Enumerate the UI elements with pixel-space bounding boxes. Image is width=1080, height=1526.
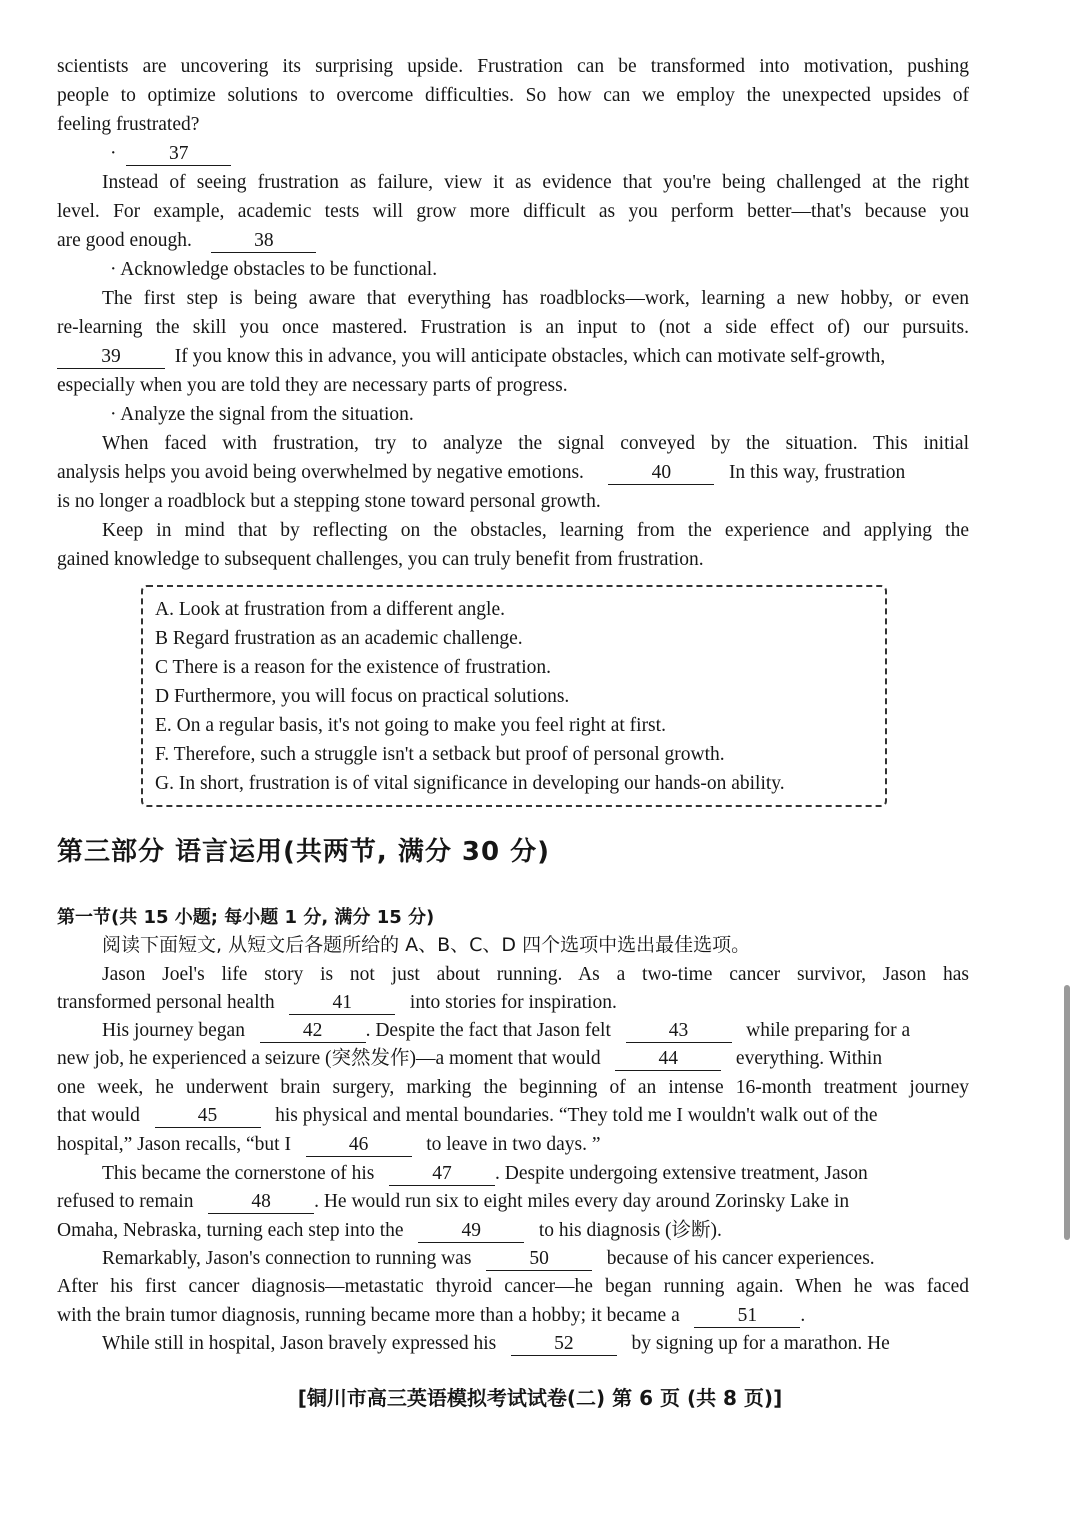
cloze-text: hospital,” Jason recalls, “but I	[57, 1134, 291, 1155]
option-e: E. On a regular basis, it's not going to make you feel right at first.	[155, 715, 666, 736]
blank-41: 41	[289, 992, 395, 1015]
section-heading: 第一节(共 15 小题; 每小题 1 分, 满分 15 分)	[57, 907, 435, 928]
option-d: D Furthermore, you will focus on practical solutions.	[155, 686, 570, 707]
cloze-text: everything. Within	[735, 1048, 883, 1069]
passage-line: The first step is being aware that everything has roadblocks—work, learning a new hobby, or even	[102, 288, 969, 309]
cloze-line: one week, he underwent brain surgery, marking the beginning of an intense 16-month treatment journey	[57, 1077, 969, 1098]
cloze-line	[102, 1244, 969, 1273]
passage-text: In this way, frustration	[728, 462, 906, 483]
part-heading: 第三部分 语言运用(共两节, 满分 30 分)	[57, 837, 551, 867]
cloze-text: because of his cancer experiences.	[606, 1248, 875, 1269]
cloze-text: . Despite undergoing extensive treatment, Jason	[495, 1163, 868, 1184]
cloze-line	[57, 1216, 969, 1245]
cloze-text: his physical and mental boundaries. “They told me I wouldn't walk out of the	[275, 1105, 878, 1126]
passage-line: level. For example, academic tests will grow more difficult as you perform better—that's because you	[57, 201, 969, 222]
passage-line: Instead of seeing frustration as failure, view it as evidence that you're being challenged at the right	[102, 172, 969, 193]
subheading: · Acknowledge obstacles to be functional.	[110, 259, 438, 280]
cloze-text: while preparing for a	[746, 1020, 911, 1041]
cloze-text: . He would run six to eight miles every day around Zorinsky Lake in	[314, 1191, 850, 1212]
blank-37-line: · 37	[110, 139, 1022, 168]
cloze-text: .	[800, 1305, 806, 1326]
blank-38: 38	[211, 230, 316, 253]
blank-48: 48	[208, 1191, 314, 1214]
passage-text: If you know this in advance, you will anticipate obstacles, which can motivate self-growth,	[174, 346, 886, 367]
passage-text: are good enough.	[57, 230, 192, 251]
cloze-line	[57, 1130, 969, 1159]
cloze-text: This became the cornerstone of his	[102, 1163, 375, 1184]
cloze-line	[57, 1301, 969, 1330]
passage-line: Keep in mind that by reflecting on the obstacles, learning from the experience and applying the	[102, 520, 969, 541]
blank-39-line	[57, 342, 969, 371]
cloze-text: While still in hospital, Jason bravely expressed his	[102, 1333, 497, 1354]
passage-line: people to optimize solutions to overcome difficulties. So how can we employ the unexpected upsides of	[57, 85, 969, 106]
blank-38-line	[57, 226, 969, 255]
passage-line: especially when you are told they are necessary parts of progress.	[57, 375, 568, 396]
blank-50: 50	[486, 1248, 592, 1271]
blank-42: 42	[260, 1020, 366, 1043]
passage-text: analysis helps you avoid being overwhelmed by negative emotions.	[57, 462, 584, 483]
cloze-text: to leave in two days. ”	[426, 1134, 601, 1155]
passage-line: feeling frustrated?	[57, 114, 200, 135]
cloze-text: Remarkably, Jason's connection to running was	[102, 1248, 472, 1269]
blank-52: 52	[511, 1333, 617, 1356]
cloze-text: with the brain tumor diagnosis, running became more than a hobby; it became a	[57, 1305, 680, 1326]
passage-line: When faced with frustration, try to analyze the signal conveyed by the situation. This initial	[102, 433, 969, 454]
passage-line: scientists are uncovering its surprising upside. Frustration can be transformed into motivation, pushing	[57, 56, 969, 77]
cloze-text: into stories for inspiration.	[409, 992, 617, 1013]
subheading: · Analyze the signal from the situation.	[110, 404, 414, 425]
passage-line: gained knowledge to subsequent challenges, you can truly benefit from frustration.	[57, 549, 704, 570]
cloze-text: that would	[57, 1105, 140, 1126]
cloze-line	[57, 1044, 969, 1073]
blank-39: 39	[57, 346, 165, 369]
page-footer: [铜川市高三英语模拟考试试卷(二) 第 6 页 (共 8 页)]	[297, 1386, 783, 1410]
cloze-text: refused to remain	[57, 1191, 194, 1212]
cloze-text: new job, he experienced a seizure (突然发作)—a moment that would	[57, 1048, 601, 1069]
passage-line: is no longer a roadblock but a stepping stone toward personal growth.	[57, 491, 601, 512]
cloze-text: to his diagnosis (诊断).	[538, 1220, 722, 1241]
cloze-line	[57, 1187, 969, 1216]
blank-49: 49	[418, 1220, 524, 1243]
cloze-text: Omaha, Nebraska, turning each step into the	[57, 1220, 404, 1241]
cloze-text: . Despite the fact that Jason felt	[365, 1020, 611, 1041]
cloze-text: by signing up for a marathon. He	[631, 1333, 890, 1354]
blank-45: 45	[155, 1105, 261, 1128]
passage-line: re-learning the skill you once mastered. Frustration is an input to (not a side effect of) our pursuits.	[57, 317, 969, 338]
scrollbar[interactable]	[1064, 985, 1070, 1240]
cloze-line	[102, 1329, 969, 1358]
blank-46: 46	[306, 1134, 412, 1157]
cloze-text: transformed personal health	[57, 992, 275, 1013]
cloze-line	[102, 1016, 969, 1045]
option-a: A. Look at frustration from a different angle.	[155, 599, 505, 620]
cloze-line: Jason Joel's life story is not just about running. As a two-time cancer survivor, Jason has	[102, 964, 969, 985]
cloze-line	[102, 1159, 969, 1188]
option-g: G. In short, frustration is of vital significance in developing our hands-on ability.	[155, 773, 785, 794]
blank-51: 51	[694, 1305, 800, 1328]
option-f: F. Therefore, such a struggle isn't a setback but proof of personal growth.	[155, 744, 725, 765]
blank-40-line	[57, 458, 969, 487]
option-c: C There is a reason for the existence of frustration.	[155, 657, 551, 678]
blank-47: 47	[389, 1163, 495, 1186]
cloze-line: After his first cancer diagnosis—metastatic thyroid cancer—he began running again. When he was faced	[57, 1276, 969, 1297]
cloze-line	[57, 1101, 969, 1130]
option-b: B Regard frustration as an academic challenge.	[155, 628, 523, 649]
cloze-line	[57, 988, 969, 1017]
instruction: 阅读下面短文, 从短文后各题所给的 A、B、C、D 四个选项中选出最佳选项。	[102, 934, 751, 956]
blank-40: 40	[608, 462, 714, 485]
cloze-text: His journey began	[102, 1020, 245, 1041]
blank-37: 37	[126, 143, 231, 166]
blank-44: 44	[615, 1048, 721, 1071]
blank-43: 43	[626, 1020, 732, 1043]
